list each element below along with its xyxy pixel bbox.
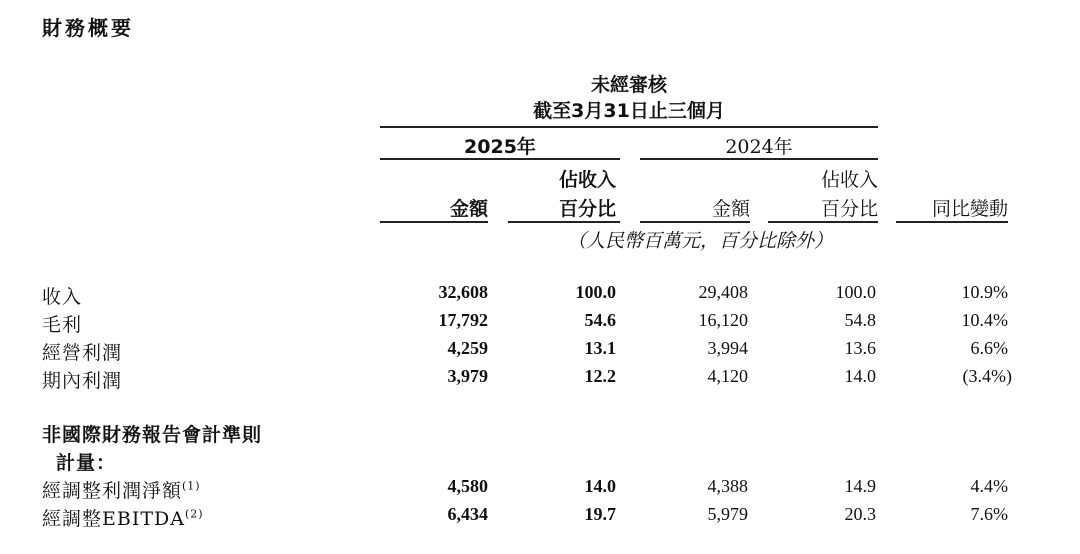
cell-amount-2024: 5,979 [707, 504, 748, 524]
cell-amount-2025: 4,259 [447, 338, 488, 358]
cell-amount-2025: 4,580 [447, 476, 488, 496]
col-yoy: 同比變動 [931, 198, 1008, 220]
cell-pct-2024: 14.9 [844, 476, 876, 496]
non-ifrs-heading-line2: 計量： [56, 452, 117, 474]
cell-pct-2024: 13.6 [844, 338, 876, 358]
footnote-marker: (1) [182, 479, 201, 493]
cell-pct-2024: 100.0 [835, 282, 876, 302]
row-label [42, 476, 201, 503]
cell-yoy: 10.9% [961, 282, 1008, 302]
row-label: 經營利潤 [42, 342, 123, 364]
cell-pct-2025: 54.6 [584, 310, 616, 330]
cell-pct-2024: 14.0 [844, 366, 876, 386]
col-rule-2 [508, 221, 620, 223]
header-year-2024: 2024年 [725, 136, 793, 158]
col-rule-5 [896, 221, 1008, 223]
cell-yoy: 10.4% [961, 310, 1008, 330]
cell-pct-2025: 14.0 [584, 476, 616, 496]
col-amount-2024: 金額 [711, 198, 750, 220]
header-period: 截至3月31日止三個月 [533, 100, 725, 122]
cell-amount-2024: 4,388 [707, 476, 748, 496]
row-label [42, 504, 204, 531]
cell-amount-2024: 4,120 [707, 366, 748, 386]
cell-amount-2025: 17,792 [438, 310, 488, 330]
cell-pct-2025: 12.2 [584, 366, 616, 386]
cell-pct-2024: 54.8 [844, 310, 876, 330]
footnote-marker: (2) [184, 507, 204, 521]
page-title: 財務概要 [42, 16, 134, 40]
cell-yoy: 4.4% [970, 476, 1008, 496]
row-label-text: 經調整EBITDA [42, 508, 185, 530]
header-rule-2025 [380, 158, 620, 160]
col-pct-2025-line1: 佔收入 [558, 169, 616, 191]
cell-amount-2025: 6,434 [447, 504, 488, 524]
col-pct-2025-line2: 百分比 [558, 198, 616, 220]
cell-amount-2024: 3,994 [707, 338, 748, 358]
cell-pct-2025: 19.7 [584, 504, 616, 524]
col-rule-3 [640, 221, 750, 223]
header-rule-2024 [640, 158, 878, 160]
header-unaudited: 未經審核 [590, 74, 667, 96]
header-rule-top [380, 126, 878, 128]
row-label: 期內利潤 [42, 370, 123, 392]
cell-yoy: 6.6% [970, 338, 1008, 358]
cell-yoy: (3.4%) [962, 366, 1012, 386]
cell-pct-2024: 20.3 [844, 504, 876, 524]
cell-amount-2025: 32,608 [438, 282, 488, 302]
col-pct-2024-line2: 百分比 [820, 198, 878, 220]
cell-amount-2025: 3,979 [447, 366, 488, 386]
header-year-2025: 2025年 [464, 136, 536, 158]
col-rule-1 [380, 221, 488, 223]
cell-yoy: 7.6% [970, 504, 1008, 524]
col-pct-2024-line1: 佔收入 [820, 169, 878, 191]
row-label-text: 經調整利潤淨額 [42, 480, 183, 502]
cell-amount-2024: 16,120 [698, 310, 748, 330]
col-rule-4 [768, 221, 878, 223]
non-ifrs-heading-line1: 非國際財務報告會計準則 [42, 424, 263, 446]
col-amount-2025: 金額 [449, 198, 488, 220]
row-label: 收入 [42, 286, 83, 308]
cell-amount-2024: 29,408 [698, 282, 748, 302]
cell-pct-2025: 13.1 [584, 338, 616, 358]
unit-note: （人民幣百萬元，百分比除外） [566, 230, 833, 252]
cell-pct-2025: 100.0 [575, 282, 616, 302]
row-label: 毛利 [42, 314, 83, 336]
